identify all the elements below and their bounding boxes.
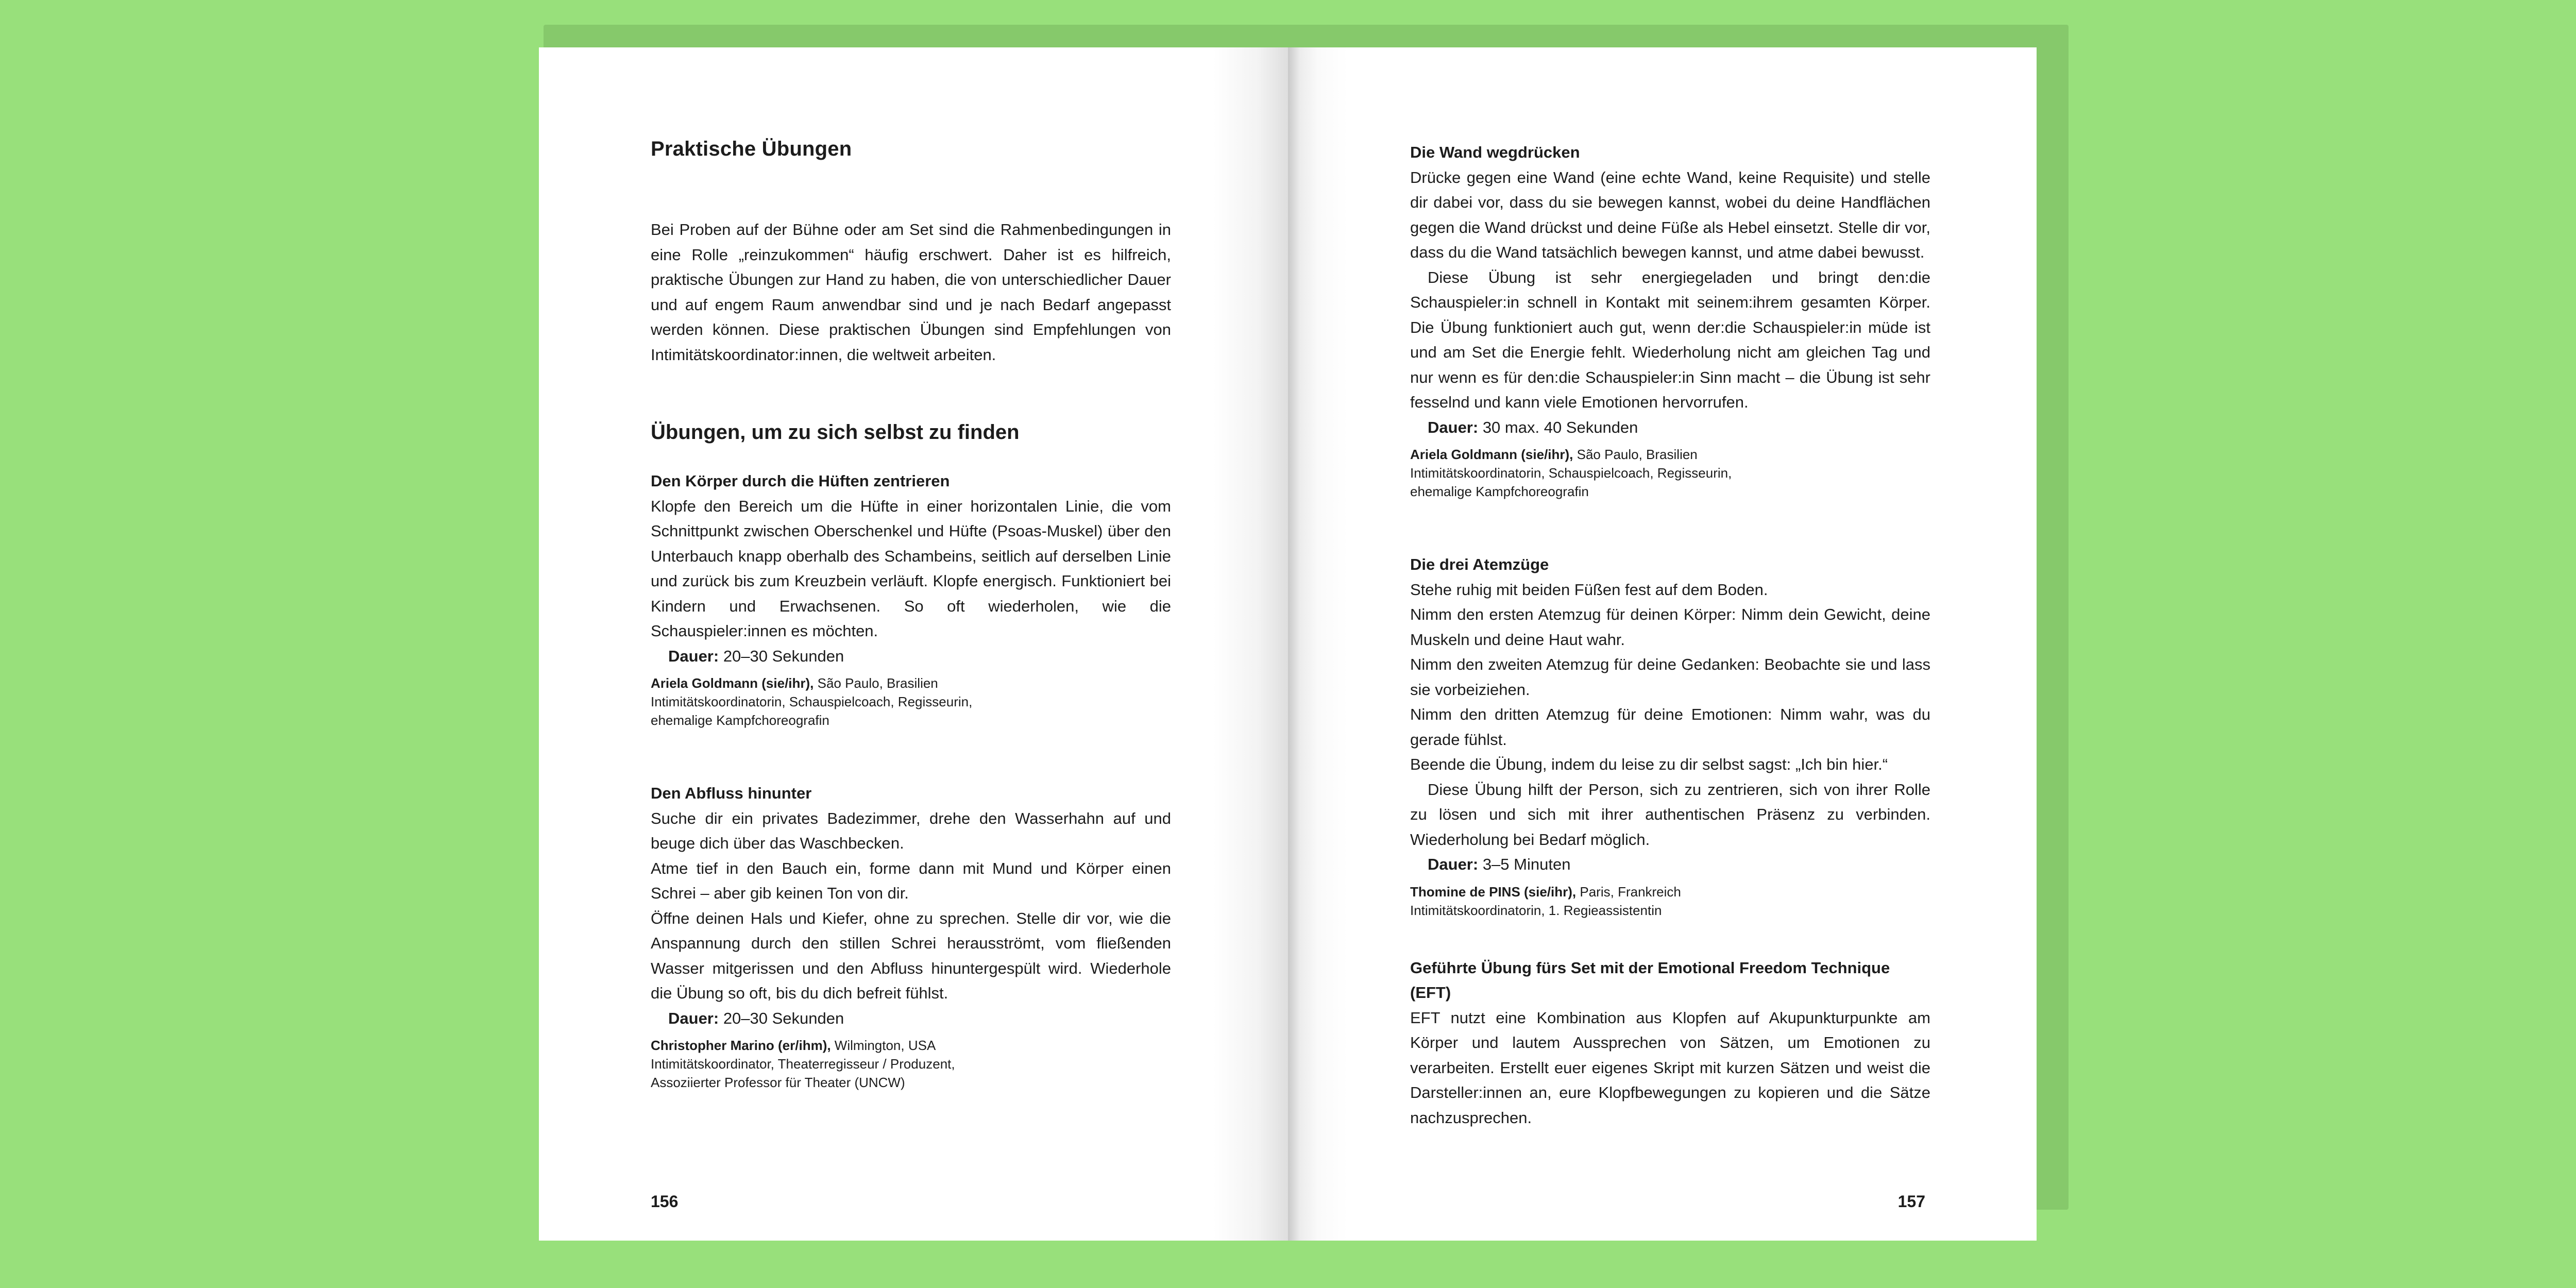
exercise-duration [1410, 415, 1930, 440]
exercise-eft [1410, 956, 1930, 1131]
credit-name: Ariela Goldmann (sie/ihr), [1410, 447, 1573, 462]
exercise-duration [651, 644, 1171, 669]
exercise-text: Nimm den zweiten Atemzug für deine Gedanken: Beobachte sie und lass sie vorbeiziehen. [1410, 655, 1930, 699]
exercise-text: Drücke gegen eine Wand (eine echte Wand, keine Requisite) und stelle dir dabei vor, dass du sie bewegen kannst, wobei du deine Handflächen gegen die Wand drückst und deine Füße als Hebel einsetzt. Stelle dir vor, dass du die Wand tatsächlich bewegen kannst, und atme dabei bewusst. [1410, 168, 1930, 261]
exercise-drain [651, 781, 1171, 1092]
exercise-credit [1410, 883, 1930, 920]
left-page-content [651, 138, 1171, 1143]
exercise-title: Geführte Übung fürs Set mit der Emotional Freedom Technique (EFT) [1410, 958, 1890, 1002]
exercise-title: Den Körper durch die Hüften zentrieren [651, 472, 950, 490]
credit-name: Ariela Goldmann (sie/ihr), [651, 675, 814, 691]
exercise-text: Stehe ruhig mit beiden Füßen fest auf dem Boden. [1410, 580, 1768, 599]
exercise-text: Diese Übung hilft der Person, sich zu zentrieren, sich von ihrer Rolle zu lösen und sich mit ihrer authentischen Präsenz zu verbinden. Wiederholung bei Bedarf möglich. [1410, 780, 1930, 849]
section-heading: Übungen, um zu sich selbst zu finden [651, 421, 1020, 444]
credit-role: Intimitätskoordinatorin, 1. Regieassistentin [1410, 902, 1662, 918]
exercise-text: Klopfe den Bereich um die Hüfte in einer horizontalen Linie, die vom Schnittpunkt zwischen Oberschenkel und Hüfte (Psoas-Muskel) über den Unterbauch knapp oberhalb des Schambeins, seitlich auf derselben Linie und zurück bis zum Kreuzbein verläuft. Klopfe energisch. Funktioniert bei Kindern und Erwachsenen. So oft wiederholen, wie die Schauspieler:innen es möchten. [651, 497, 1171, 640]
duration-value: 20–30 Sekunden [719, 1009, 844, 1027]
exercise-credit [651, 1036, 1171, 1092]
intro-paragraph: Bei Proben auf der Bühne oder am Set sind die Rahmenbedingungen in eine Rolle „reinzukommen“ häufig erschwert. Daher ist es hilfreich, praktische Übungen zur Hand zu haben, die von unterschiedlicher Dauer und auf engem Raum anwendbar sind und je nach Bedarf angepasst werden können. Diese praktischen Übungen sind Empfehlungen von Intimitätskoordinator:innen, die weltweit arbeiten. [651, 221, 1171, 364]
exercise-hips [651, 469, 1171, 730]
exercise-credit [651, 674, 1171, 730]
exercise-wall [1410, 140, 1930, 501]
credit-role: Intimitätskoordinator, Theaterregisseur / Produzent, [651, 1056, 955, 1072]
exercise-duration [1410, 852, 1930, 877]
chapter-heading: Praktische Übungen [651, 138, 852, 160]
duration-label: Dauer: [668, 1009, 719, 1027]
credit-role: ehemalige Kampfchoreografin [1410, 484, 1589, 499]
exercise-credit [1410, 445, 1930, 501]
duration-label: Dauer: [1428, 418, 1479, 436]
exercise-title: Die drei Atemzüge [1410, 555, 1549, 573]
credit-place: São Paulo, Brasilien [1573, 447, 1698, 462]
credit-role: ehemalige Kampfchoreografin [651, 713, 829, 728]
duration-label: Dauer: [668, 647, 719, 665]
page-number-right: 157 [1897, 1192, 1925, 1211]
exercise-text: Nimm den ersten Atemzug für deinen Körper: Nimm dein Gewicht, deine Muskeln und deine Haut wahr. [1410, 605, 1930, 649]
duration-value: 3–5 Minuten [1478, 855, 1571, 873]
exercise-text: Diese Übung ist sehr energiegeladen und bringt den:die Schauspieler:in schnell in Kontakt mit seinem:ihrem gesamten Körper. Die Übung funktioniert auch gut, wenn der:die Schauspieler:in müde ist und am Set die Energie fehlt. Wiederholung nicht am gleichen Tag und nur wenn es für den:die Schauspieler:in Sinn macht – die Übung ist sehr fesselnd und kann viele Emotionen hervorrufen. [1410, 268, 1930, 411]
credit-role: Assoziierter Professor für Theater (UNCW) [651, 1075, 905, 1090]
exercise-title: Den Abfluss hinunter [651, 784, 812, 802]
exercise-text: Öffne deinen Hals und Kiefer, ohne zu sprechen. Stelle dir vor, wie die Anspannung durch den stillen Schrei herausströmt, vom fließenden Wasser mitgerissen und den Abfluss hinuntergespült wird. Wiederhole die Übung so oft, bis du dich befreit fühlst. [651, 909, 1171, 1002]
credit-name: Thomine de PINS (sie/ihr), [1410, 884, 1577, 900]
exercise-text: Nimm den dritten Atemzug für deine Emotionen: Nimm wahr, was du gerade fühlst. [1410, 705, 1930, 749]
credit-name: Christopher Marino (er/ihm), [651, 1038, 831, 1053]
credit-role: Intimitätskoordinatorin, Schauspielcoach, Regisseurin, [651, 694, 973, 709]
exercise-text: Suche dir ein privates Badezimmer, drehe den Wasserhahn auf und beuge dich über das Waschbecken. [651, 809, 1171, 852]
credit-place: São Paulo, Brasilien [814, 675, 938, 691]
exercise-title: Die Wand wegdrücken [1410, 143, 1580, 161]
exercise-three-breaths [1410, 552, 1930, 920]
right-page [1288, 47, 2037, 1241]
credit-place: Paris, Frankreich [1576, 884, 1681, 900]
right-page-content [1410, 140, 1930, 1182]
left-page [539, 47, 1288, 1241]
duration-value: 20–30 Sekunden [719, 647, 844, 665]
credit-role: Intimitätskoordinatorin, Schauspielcoach, Regisseurin, [1410, 465, 1732, 481]
exercise-text: Beende die Übung, indem du leise zu dir selbst sagst: „Ich bin hier.“ [1410, 755, 1888, 773]
page-number-left: 156 [651, 1192, 679, 1211]
duration-label: Dauer: [1428, 855, 1479, 873]
exercise-duration [651, 1006, 1171, 1031]
exercise-text: EFT nutzt eine Kombination aus Klopfen auf Akupunkturpunkte am Körper und lautem Aussprechen von Sätzen, um Emotionen zu verarbeiten. Erstellt euer eigenes Skript mit kurzen Sätzen und weist die Darsteller:innen an, eure Klopfbewegungen zu kopieren und die Sätze nachzusprechen. [1410, 1008, 1930, 1127]
duration-value: 30 max. 40 Sekunden [1478, 418, 1638, 436]
exercise-text: Atme tief in den Bauch ein, forme dann mit Mund und Körper einen Schrei – aber gib keinen Ton von dir. [651, 859, 1171, 902]
credit-place: Wilmington, USA [831, 1038, 936, 1053]
